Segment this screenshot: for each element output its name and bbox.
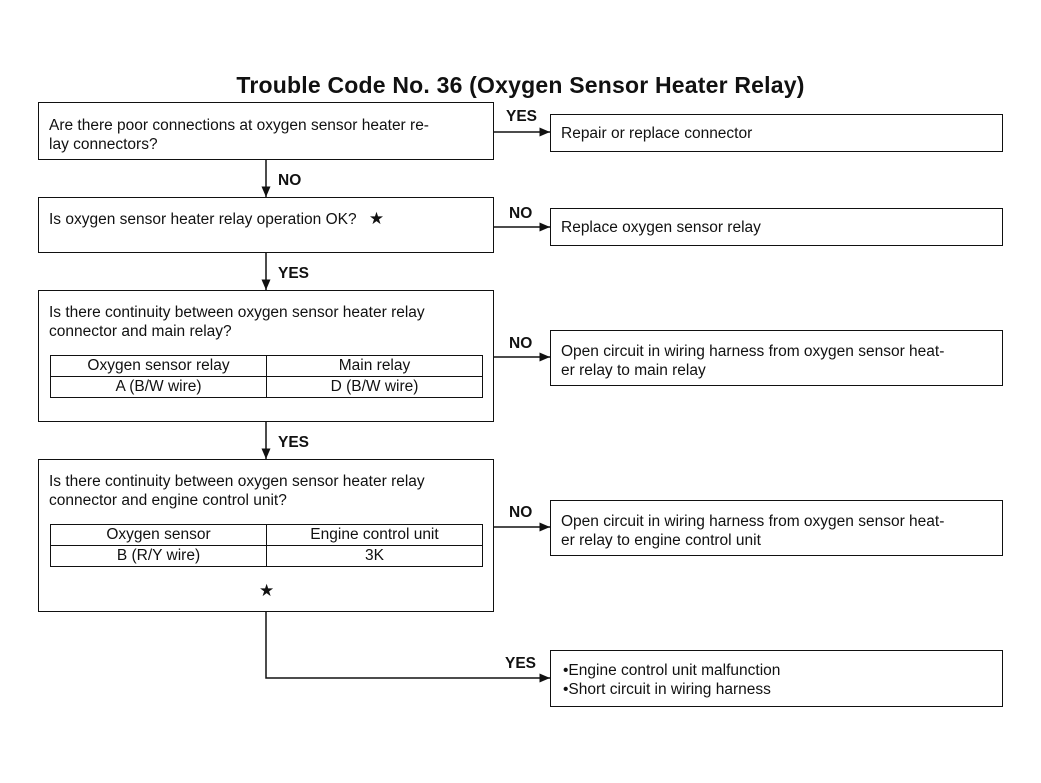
table-header-cell: Main relay — [267, 356, 483, 377]
label-no-4: NO — [509, 504, 533, 521]
table-cell: D (B/W wire) — [267, 377, 483, 398]
table-header-cell: Engine control unit — [267, 525, 483, 546]
result-box-1 — [550, 114, 1003, 152]
table-row — [51, 546, 483, 567]
result-box-3 — [550, 330, 1003, 386]
step-4-text-line2: connector and engine control unit? — [49, 492, 287, 509]
result-box-2 — [550, 208, 1003, 246]
table-cell: A (B/W wire) — [51, 377, 267, 398]
table-header-row — [51, 356, 483, 377]
star-icon: ★ — [368, 209, 385, 228]
table-row — [51, 377, 483, 398]
label-yes-2: YES — [278, 265, 310, 282]
table-header-cell: Oxygen sensor — [51, 525, 267, 546]
result-5-item: •Short circuit in wiring harness — [563, 681, 771, 698]
label-no-1: NO — [278, 172, 302, 189]
continuity-table-2 — [50, 524, 483, 567]
result-3-text-line2: er relay to main relay — [561, 362, 706, 379]
table-cell: 3K — [267, 546, 483, 567]
step-1-text-line1: Are there poor connections at oxygen sensor heater re- — [49, 117, 429, 134]
continuity-table-1 — [50, 355, 483, 398]
label-yes-3: YES — [278, 434, 310, 451]
step-3-text-line1: Is there continuity between oxygen sensor heater relay — [49, 304, 425, 321]
step-box-3 — [38, 290, 494, 422]
label-no-2: NO — [509, 205, 533, 222]
step-2-text: Is oxygen sensor heater relay operation OK? — [49, 211, 357, 228]
result-box-4 — [550, 500, 1003, 556]
step-3-text-line2: connector and main relay? — [49, 323, 232, 340]
table-header-cell: Oxygen sensor relay — [51, 356, 267, 377]
result-1-text: Repair or replace connector — [561, 125, 753, 142]
result-3-text-line1: Open circuit in wiring harness from oxygen sensor heat- — [561, 343, 945, 360]
step-box-4 — [38, 459, 494, 612]
result-4-text-line2: er relay to engine control unit — [561, 532, 761, 549]
result-4-text-line1: Open circuit in wiring harness from oxygen sensor heat- — [561, 513, 945, 530]
step-box-2 — [38, 197, 494, 253]
table-cell: B (R/Y wire) — [51, 546, 267, 567]
page-title: Trouble Code No. 36 (Oxygen Sensor Heater Relay) — [236, 72, 805, 98]
result-box-5 — [550, 650, 1003, 707]
step-4-text-line1: Is there continuity between oxygen sensor heater relay — [49, 473, 425, 490]
star-icon: ★ — [259, 581, 275, 600]
label-no-3: NO — [509, 335, 533, 352]
step-1-text-line2: lay connectors? — [49, 136, 158, 153]
label-yes-4: YES — [505, 655, 537, 672]
label-yes-1: YES — [506, 108, 538, 125]
result-2-text: Replace oxygen sensor relay — [561, 219, 761, 236]
step-box-1 — [38, 102, 494, 160]
result-5-item: •Engine control unit malfunction — [563, 662, 781, 679]
table-header-row — [51, 525, 483, 546]
